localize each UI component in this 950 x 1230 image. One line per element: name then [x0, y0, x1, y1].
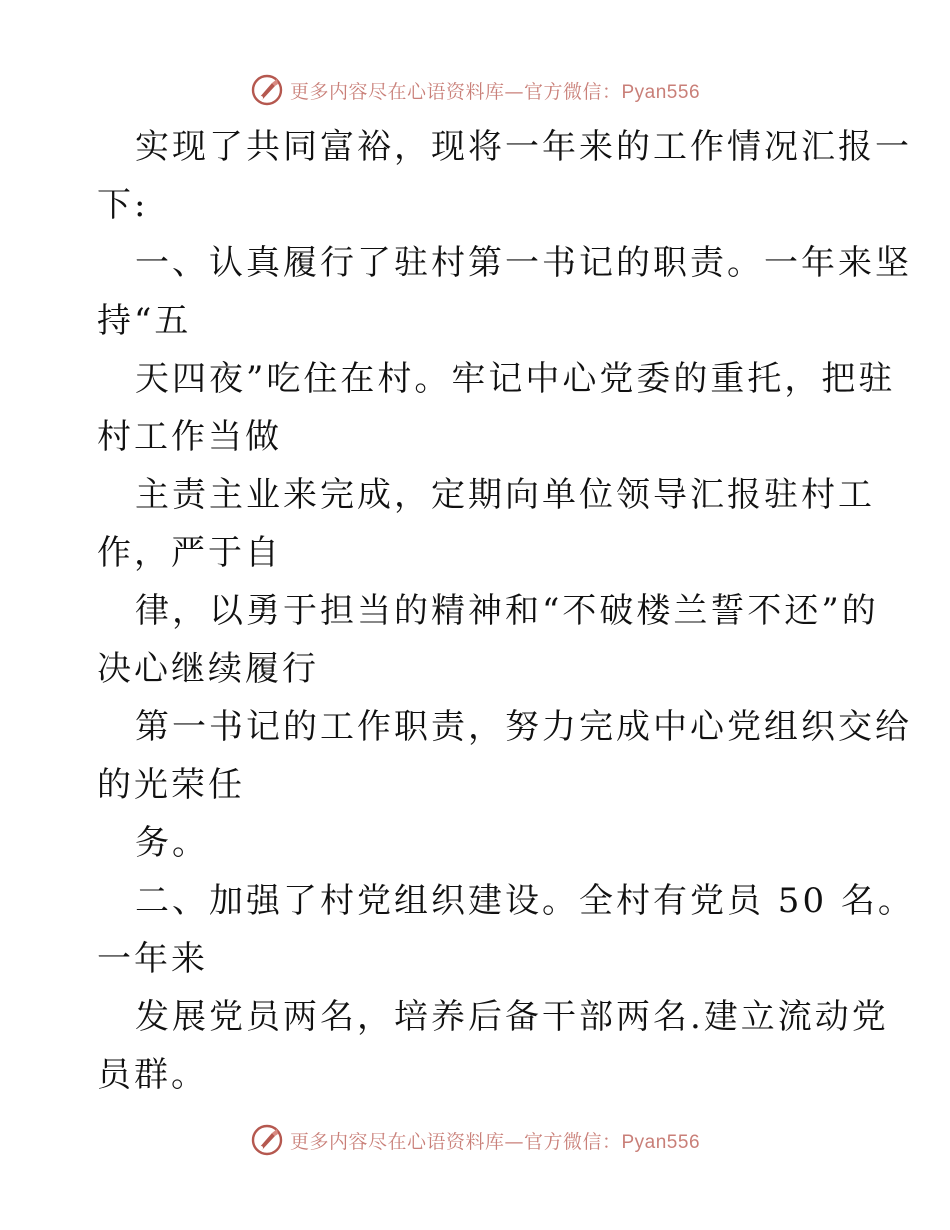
text-line: 发展党员两名，培养后备干部两名.建立流动党: [135, 997, 889, 1037]
body-text: [97, 118, 915, 1104]
watermark-text-cn: 更多内容尽在心语资料库—官方微信：: [289, 1130, 622, 1153]
quill-pen-icon: [250, 1123, 284, 1157]
watermark-text-cn: 更多内容尽在心语资料库—官方微信：: [289, 80, 622, 103]
text-line: 务。: [135, 823, 209, 863]
text-line: 第一书记的工作职责，努力完成中心党组织交给: [135, 707, 912, 747]
text-line: 作，严于自: [97, 533, 282, 573]
text-line: 主责主业来完成，定期向单位领导汇报驻村工: [135, 475, 875, 515]
text-line: 下:: [97, 185, 149, 225]
watermark-wechat-id: Pyan556: [621, 1131, 701, 1153]
text-line: 的光荣任: [97, 765, 245, 805]
text-line: 一、认真履行了驻村第一书记的职责。一年来坚: [135, 243, 912, 283]
watermark-wechat-id: Pyan556: [621, 81, 701, 103]
header-watermark: [0, 70, 950, 110]
text-line: 实现了共同富裕，现将一年来的工作情况汇报一: [135, 127, 912, 167]
text-line: 律，以勇于担当的精神和“不破楼兰誓不还”的: [135, 591, 879, 631]
text-line: 二、加强了村党组织建设。全村有党员 50 名。: [135, 881, 915, 921]
text-line: 村工作当做: [97, 417, 282, 457]
text-line: 员群。: [97, 1055, 208, 1095]
watermark-text: [290, 77, 700, 104]
text-line: 一年来: [97, 939, 208, 979]
text-line: 持“五: [97, 301, 192, 341]
watermark-text: [290, 1127, 700, 1154]
footer-watermark: [0, 1120, 950, 1160]
quill-pen-icon: [250, 73, 284, 107]
text-line: 决心继续履行: [97, 649, 319, 689]
text-line: 天四夜”吃住在村。牢记中心党委的重托，把驻: [135, 359, 896, 399]
